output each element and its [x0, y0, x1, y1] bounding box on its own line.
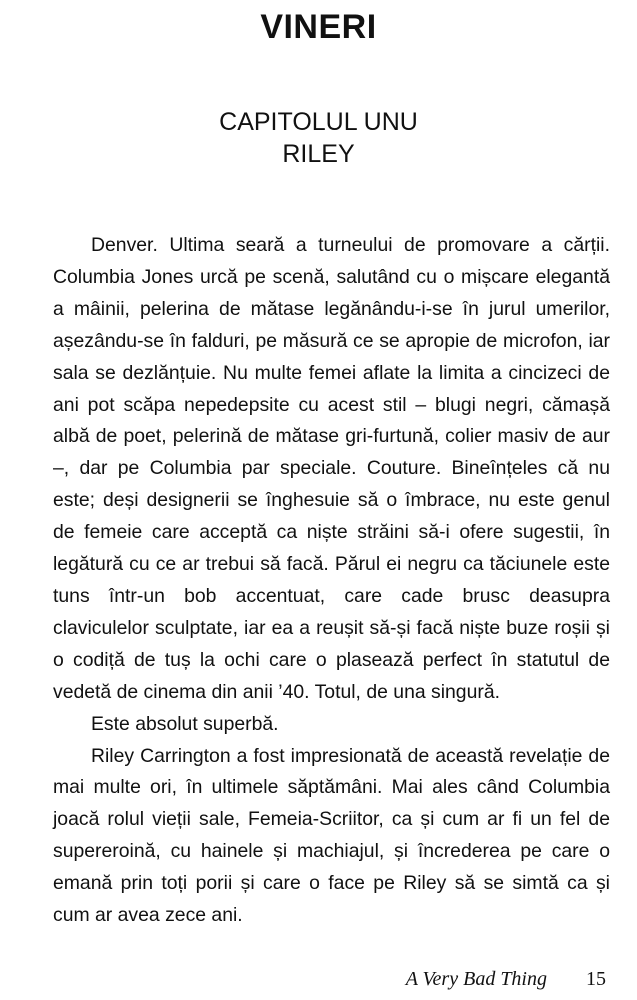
running-book-title: A Very Bad Thing: [405, 968, 547, 990]
page-number: 15: [586, 968, 606, 990]
paragraph: Riley Carrington a fost impresionată de această revelație de mai multe ori, în ultimele săptămâni. Mai ales când Columbia joacă rolul vieții sale, Femeia-Scriitor, ca și cum ar fi un fel de supereroină, cu hainele și machiajul, și încrederea pe care o emană prin toți porii și care o face pe Riley să se simtă ca și cum ar avea zece ani.: [53, 744, 610, 927]
chapter-body: [53, 230, 610, 932]
part-title: VINERI: [260, 8, 377, 46]
chapter-pov-name: RILEY: [282, 140, 355, 168]
chapter-heading-block: [0, 106, 637, 170]
paragraph: Denver. Ultima seară a turneului de promovare a cărții. Columbia Jones urcă pe scenă, salutând cu o mișcare elegantă a mâinii, pelerina de mătase legănându-i-se în jurul umerilor, așezându-se în falduri, pe măsură ce se apropie de microfon, iar sala se dezlănțuie. Nu multe femei aflate la limita a cincizeci de ani pot scăpa nepedepsite cu acest stil – blugi negri, cămașă albă de poet, pelerină de mătase gri-furtună, colier masiv de aur –, dar pe Columbia par speciale. Couture. Bineînțeles că nu este; deși designerii se înghesuie să o îmbrace, nu este genul de femeie care acceptă ca niște străini să-i ofere sugestii, în legătură cu ce ar trebui să facă. Părul ei negru ca tăciunele este tuns într-un bob accentuat, care cade brusc deasupra claviculelor sculptate, iar ea a reușit să-și facă niște buze roșii și o codiță de tuș la ochi care o plasează perfect în statutul de vedetă de cinema din anii ’40. Totul, de una singură.: [53, 234, 610, 703]
page-footer: [406, 968, 606, 991]
paragraph: Este absolut superbă.: [91, 712, 279, 735]
chapter-heading: CAPITOLUL UNU: [219, 108, 418, 136]
